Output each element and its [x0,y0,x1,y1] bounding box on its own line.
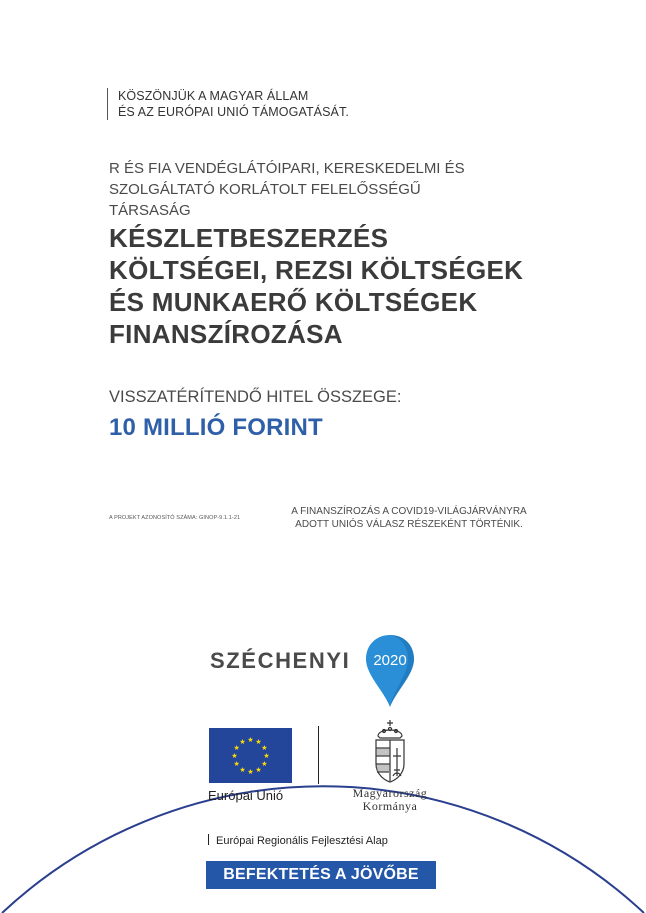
thanks-line-1: KÖSZÖNJÜK A MAGYAR ÁLLAM [118,89,309,103]
beneficiary-line-2: SZOLGÁLTATÓ KORLÁTOLT FELELŐSSÉGŰ [109,181,421,198]
svg-text:★: ★ [255,765,262,774]
svg-text:★: ★ [255,738,262,747]
government-label [338,787,442,813]
eu-label: Európai Unió [208,788,284,803]
szechenyi-pin-icon [364,633,416,709]
logo-divider [318,726,319,784]
project-id: A PROJEKT AZONOSÍTÓ SZÁMA: GINOP-9.1.1-21 [109,515,241,521]
loan-amount: 10 MILLIÓ FORINT [109,414,323,441]
project-title-line-4: FINANSZÍROZÁSA [109,319,343,349]
covid-note-line-2: ADOTT UNIÓS VÁLASZ RÉSZEKÉNT TÖRTÉNIK. [295,519,523,530]
invest-future-banner: BEFEKTETÉS A JÖVŐBE [206,861,436,889]
government-label-line-1: Magyarország [352,786,428,800]
beneficiary-line-1: R ÉS FIA VENDÉGLÁTÓIPARI, KERESKEDELMI ÉS [109,160,465,177]
svg-text:★: ★ [233,760,240,768]
svg-text:★: ★ [261,744,268,752]
project-title-line-3: ÉS MUNKAERŐ KÖLTSÉGEK [109,287,478,317]
svg-text:★: ★ [239,738,246,747]
svg-text:★: ★ [261,760,268,768]
szechenyi-year: 2020 [373,652,407,669]
svg-text:★: ★ [247,736,254,744]
project-title-line-1: KÉSZLETBESZERZÉS [109,223,389,253]
szechenyi-logo-text: SZÉCHENYI [210,648,351,673]
fund-label [208,834,388,847]
svg-text:★: ★ [233,744,240,752]
fund-label-bar [208,834,209,845]
government-label-line-2: Kormánya [362,799,418,813]
eu-flag-icon [209,728,292,783]
beneficiary-line-3: TÁRSASÁG [109,202,191,219]
svg-text:★: ★ [247,768,254,776]
fund-label-text: Európai Regionális Fejlesztési Alap [216,835,388,847]
svg-text:★: ★ [263,752,270,760]
coat-of-arms-icon [368,718,412,784]
project-title-line-2: KÖLTSÉGEI, REZSI KÖLTSÉGEK [109,255,524,285]
svg-text:★: ★ [231,752,238,760]
thanks-line-2: ÉS AZ EURÓPAI UNIÓ TÁMOGATÁSÁT. [118,105,349,119]
covid-note-line-1: A FINANSZÍROZÁS A COVID19-VILÁGJÁRVÁNYRA [291,506,527,517]
svg-text:★: ★ [239,765,246,774]
loan-label: VISSZATÉRÍTENDŐ HITEL ÖSSZEGE: [109,388,402,406]
